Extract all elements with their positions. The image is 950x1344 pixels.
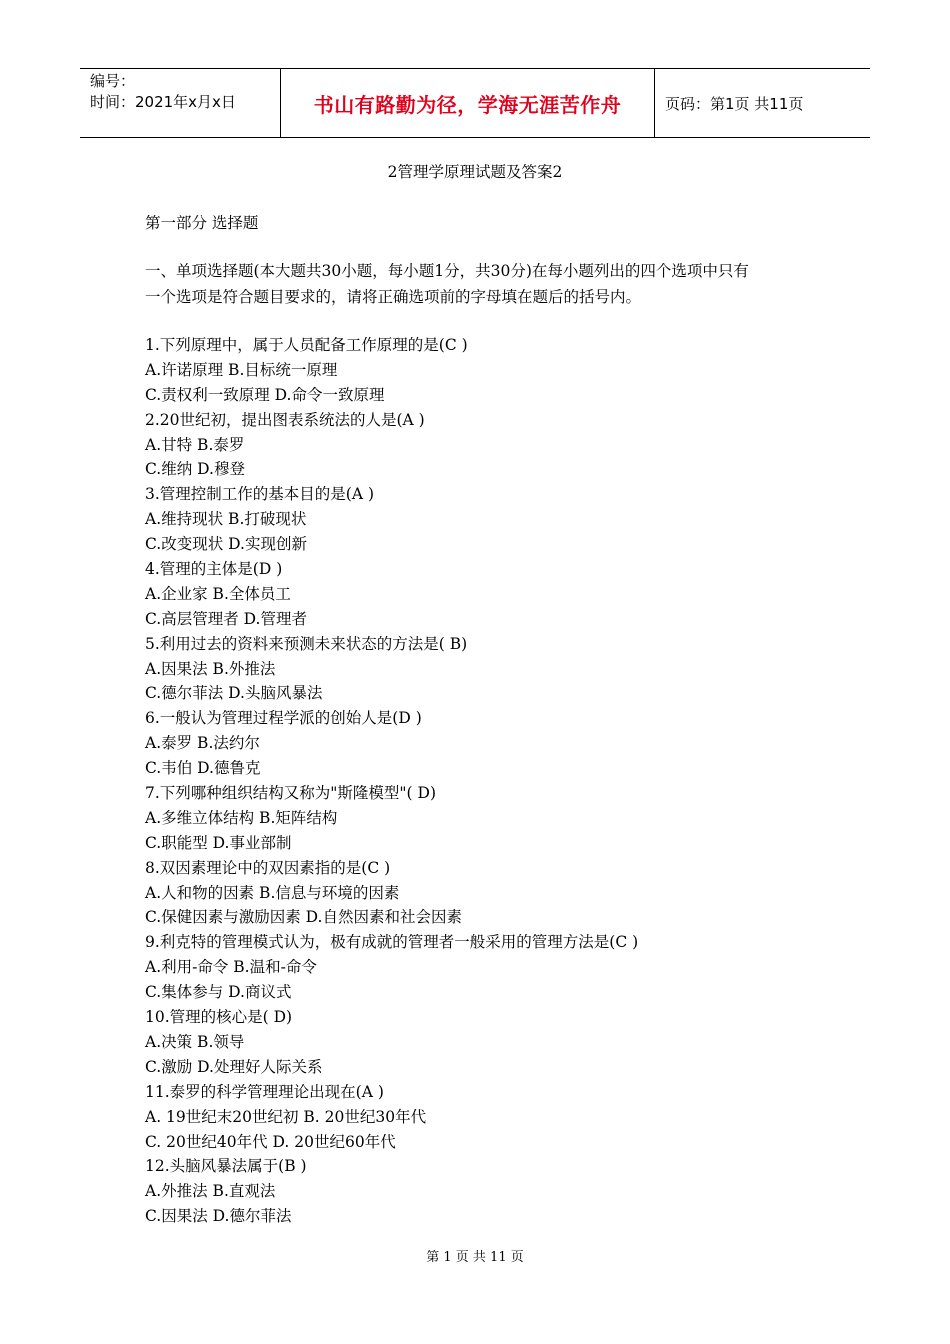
question-options: A.外推法 B.直观法	[145, 1182, 276, 1201]
question-text: 3.管理控制工作的基本目的是(A )	[145, 485, 375, 504]
question-options: A.决策 B.领导	[145, 1032, 245, 1051]
question-options: A.因果法 B.外推法	[145, 659, 276, 678]
question-text: 2.20世纪初，提出图表系统法的人是(A )	[145, 410, 425, 429]
question-options: C. 20世纪40年代 D. 20世纪60年代	[145, 1132, 396, 1151]
question-options: C.改变现状 D.实现创新	[145, 535, 307, 554]
date-label: 时间：2021年x月x日	[90, 93, 236, 111]
question-options: A.人和物的因素 B.信息与环境的因素	[145, 883, 400, 902]
section-heading: 第一部分 选择题	[145, 214, 259, 232]
question-text: 8.双因素理论中的双因素指的是(C )	[145, 858, 391, 877]
question-options: C.责权利一致原理 D.命令一致原理	[145, 385, 385, 404]
question-text: 9.利克特的管理模式认为，极有成就的管理者一般采用的管理方法是(C )	[145, 933, 639, 952]
question-options: C.韦伯 D.德鲁克	[145, 759, 261, 778]
number-label: 编号：	[90, 72, 136, 90]
question-options: C.维纳 D.穆登	[145, 460, 245, 479]
question-options: A.泰罗 B.法约尔	[145, 734, 260, 753]
question-options: C.集体参与 D.商议式	[145, 983, 292, 1002]
question-options: C.保健因素与激励因素 D.自然因素和社会因素	[145, 908, 462, 927]
question-options: C.高层管理者 D.管理者	[145, 609, 307, 628]
question-options: A.维持现状 B.打破现状	[145, 510, 307, 529]
question-text: 11.泰罗的科学管理理论出现在(A )	[145, 1082, 384, 1101]
document-title: 2管理学原理试题及答案2	[387, 163, 563, 181]
question-options: A.利用-命令 B.温和-命令	[145, 958, 317, 977]
question-options: C.因果法 D.德尔菲法	[145, 1207, 292, 1226]
question-options: C.激励 D.处理好人际关系	[145, 1057, 323, 1076]
question-options: A.许诺原理 B.目标统一原理	[145, 360, 338, 379]
question-text: 4.管理的主体是(D )	[145, 560, 283, 579]
question-options: A.多维立体结构 B.矩阵结构	[145, 808, 338, 827]
question-text: 7.下列哪种组织结构又称为"斯隆模型"( D)	[145, 784, 436, 803]
page-info: 页码：第1页 共11页	[665, 94, 804, 113]
header-left-cell	[80, 69, 281, 137]
page-footer: 第 1 页 共 11 页	[426, 1250, 524, 1265]
question-options: A. 19世纪末20世纪初 B. 20世纪30年代	[145, 1107, 427, 1126]
instructions	[145, 258, 825, 310]
question-text: 5.利用过去的资料来预测未来状态的方法是( B)	[145, 634, 468, 653]
question-text: 10.管理的核心是( D)	[145, 1008, 293, 1027]
question-text: 12.头脑风暴法属于(B )	[145, 1157, 307, 1176]
question-options: C.职能型 D.事业部制	[145, 833, 292, 852]
question-list	[145, 333, 825, 1229]
question-options: A.企业家 B.全体员工	[145, 584, 291, 603]
instruction-line: 一个选项是符合题目要求的，请将正确选项前的字母填在题后的括号内。	[145, 288, 642, 306]
question-options: A.甘特 B.泰罗	[145, 435, 245, 454]
instruction-line: 一、单项选择题(本大题共30小题，每小题1分，共30分)在每小题列出的四个选项中只有	[145, 262, 749, 280]
question-text: 1.下列原理中，属于人员配备工作原理的是(C )	[145, 336, 468, 354]
motto: 书山有路勤为径，学海无涯苦作舟	[281, 69, 655, 137]
page-header	[80, 68, 870, 138]
question-text: 6.一般认为管理过程学派的创始人是(D )	[145, 709, 422, 728]
question-options: C.德尔菲法 D.头脑风暴法	[145, 684, 323, 703]
